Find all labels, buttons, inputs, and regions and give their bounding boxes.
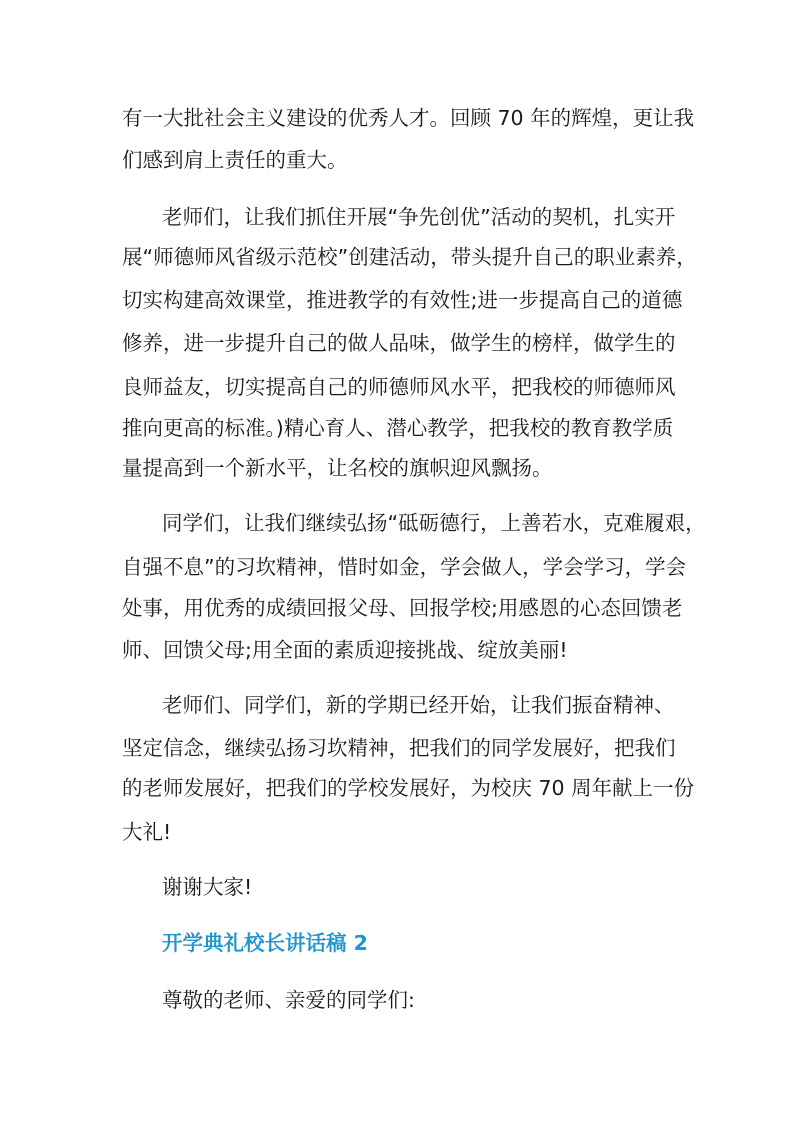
paragraph-line: 老师们、同学们，新的学期已经开始，让我们振奋精神、 [162, 693, 675, 717]
salutation: 尊敬的老师、亲爱的同学们: [162, 988, 415, 1012]
paragraph-line: 推向更高的标准。)精心育人、潜心教学，把我校的教育教学质 [122, 416, 674, 440]
closing-line: 谢谢大家! [162, 875, 253, 899]
paragraph-line: 自强不息”的习坎精神，惜时如金，学会做人，学会学习，学会 [122, 555, 687, 579]
paragraph-line: 老师们，让我们抓住开展“争先创优”活动的契机，扎实开 [162, 205, 676, 229]
paragraph-line: 修养，进一步提升自己的做人品味，做学生的榜样，做学生的 [122, 331, 676, 355]
paragraph-line: 们感到肩上责任的重大。 [122, 148, 348, 172]
paragraph-line: 展“师德师风省级示范校”创建活动，带头提升自己的职业素养， [122, 245, 697, 269]
paragraph-line: 切实构建高效课堂，推进教学的有效性;进一步提高自己的道德 [122, 288, 683, 312]
paragraph-line: 有一大批社会主义建设的优秀人才。回顾 70 年的辉煌，更让我 [122, 106, 695, 130]
paragraph-line: 坚定信念，继续弘扬习坎精神，把我们的同学发展好，把我们 [122, 736, 676, 760]
paragraph-line: 良师益友，切实提高自己的师德师风水平，把我校的师德师风 [122, 375, 676, 399]
paragraph-line: 量提高到一个新水平，让名校的旗帜迎风飘扬。 [122, 456, 553, 480]
paragraph-line: 师、回馈父母;用全面的素质迎接挑战、绽放美丽! [122, 638, 568, 662]
paragraph-line: 的老师发展好，把我们的学校发展好，为校庆 70 周年献上一份 [122, 776, 695, 800]
section-heading: 开学典礼校长讲话稿 2 [162, 931, 368, 955]
paragraph-line: 处事，用优秀的成绩回报父母、回报学校;用感恩的心态回馈老 [122, 596, 683, 620]
paragraph-line: 大礼! [122, 820, 172, 844]
paragraph-line: 同学们，让我们继续弘扬“砥砺德行，上善若水，克难履艰， [162, 511, 706, 535]
